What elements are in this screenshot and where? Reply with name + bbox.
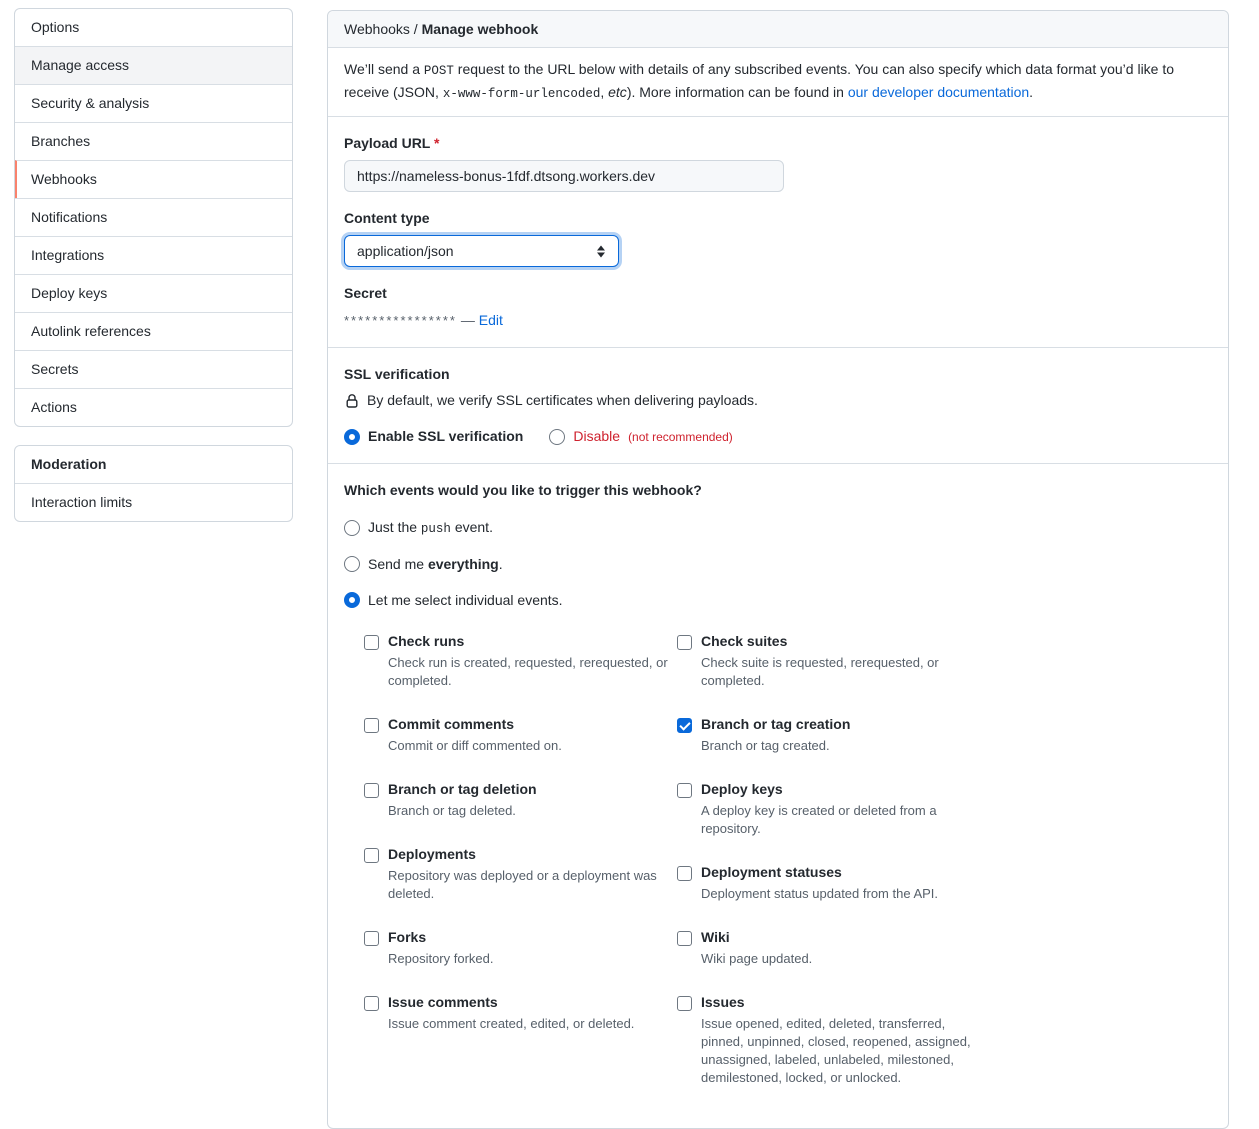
webhook-config-section — [328, 117, 1228, 348]
push-code: push — [420, 522, 451, 536]
event-check-suites — [677, 632, 1007, 690]
event-issues — [677, 993, 1007, 1087]
secret-edit-link[interactable]: Edit — [478, 312, 503, 328]
ssl-description-text: By default, we verify SSL certificates when delivering payloads. — [367, 392, 758, 408]
event-check-runs — [364, 632, 677, 690]
secret-value-row: **************** — Edit — [344, 312, 503, 328]
sidebar-item-deploy-keys[interactable]: Deploy keys — [15, 274, 292, 312]
event-deploy-keys — [677, 780, 1007, 838]
event-description: Check suite is requested, rerequested, or completed. — [701, 654, 939, 688]
option-just-push[interactable] — [344, 517, 1212, 539]
webhook-intro-text: We’ll send a POST request to the URL below with details of any subscribed events. You can also specify which data format you’d like to receive (JSON, x-www-form-urlencoded, etc). More information can be found in our developer documentation. — [328, 48, 1228, 117]
lock-icon — [344, 393, 360, 409]
event-title[interactable]: Branch or tag deletion — [388, 780, 537, 797]
sidebar-item-integrations[interactable]: Integrations — [15, 236, 292, 274]
sidebar-item-webhooks[interactable]: Webhooks — [15, 160, 292, 198]
forks-checkbox[interactable] — [364, 931, 379, 946]
sidebar-item-manage-access[interactable]: Manage access — [15, 46, 292, 84]
event-title[interactable]: Commit comments — [388, 715, 515, 732]
sidebar-item-options[interactable]: Options — [31, 19, 80, 35]
breadcrumb: Webhooks / Manage webhook — [328, 11, 1228, 48]
issues-checkbox[interactable] — [677, 996, 692, 1011]
event-description: A deploy key is created or deleted from a repository. — [701, 802, 937, 836]
event-title[interactable]: Deploy keys — [701, 780, 783, 797]
check-runs-checkbox[interactable] — [364, 635, 379, 650]
branch-tag-deletion-checkbox[interactable] — [364, 783, 379, 798]
event-title[interactable]: Check suites — [701, 632, 788, 649]
event-issue-comments — [364, 993, 677, 1033]
sidebar-item-interaction-limits[interactable]: Interaction limits — [15, 483, 292, 521]
secret-group — [344, 283, 1212, 331]
event-description: Commit or diff commented on. — [388, 737, 562, 753]
send-everything-label[interactable]: Send me everything. — [368, 555, 503, 572]
payload-url-input[interactable] — [344, 160, 784, 192]
moderation-section-title: Moderation — [31, 456, 107, 472]
wiki-checkbox[interactable] — [677, 931, 692, 946]
settings-nav-box — [14, 8, 293, 427]
event-deployment-statuses — [677, 863, 1007, 903]
disable-ssl-label[interactable]: Disable — [573, 428, 621, 444]
events-section — [328, 464, 1228, 1128]
option-send-everything[interactable] — [344, 554, 1212, 575]
event-deployments — [364, 845, 677, 903]
event-description: Deployment status updated from the API. — [701, 885, 939, 901]
disable-ssl-note: (not recommended) — [628, 429, 733, 444]
issue-comments-checkbox[interactable] — [364, 996, 379, 1011]
event-title[interactable]: Issue comments — [388, 993, 498, 1010]
event-branch-tag-creation — [677, 715, 1007, 755]
post-code: POST — [423, 64, 454, 78]
sidebar-item-secrets[interactable]: Secrets — [15, 350, 292, 388]
event-title[interactable]: Deployment statuses — [701, 863, 842, 880]
page-title: Manage webhook — [421, 21, 539, 37]
settings-sidebar — [14, 8, 293, 522]
deployment-statuses-checkbox[interactable] — [677, 866, 692, 881]
manage-webhook-panel — [327, 10, 1229, 1129]
event-description: Check run is created, requested, rerequested, or completed. — [388, 654, 668, 688]
enable-ssl-option[interactable] — [344, 426, 523, 447]
deploy-keys-checkbox[interactable] — [677, 783, 692, 798]
events-question: Which events would you like to trigger this webhook? — [344, 482, 702, 498]
event-title[interactable]: Check runs — [388, 632, 465, 649]
required-asterisk: * — [434, 135, 440, 151]
ssl-verification-section — [328, 348, 1228, 464]
event-description: Repository was deployed or a deployment was deleted. — [388, 867, 657, 901]
event-wiki — [677, 928, 1007, 968]
moderation-nav-box — [14, 445, 293, 522]
disable-ssl-radio[interactable] — [549, 429, 565, 445]
select-up-down-arrows-icon — [596, 245, 606, 258]
event-title[interactable]: Wiki — [701, 928, 730, 945]
event-title[interactable]: Issues — [701, 993, 745, 1010]
event-description: Issue comment created, edited, or deleted. — [388, 1015, 635, 1031]
secret-masked-value: **************** — [344, 313, 457, 328]
event-description: Issue opened, edited, deleted, transferred, pinned, unpinned, closed, reopened, assigned, unassigned, labeled, unlabeled, milestoned, demilestoned, locked, or unlocked. — [701, 1015, 971, 1085]
content-type-label: Content type — [344, 210, 430, 226]
event-description: Wiki page updated. — [701, 950, 813, 966]
urlencoded-code: x-www-form-urlencoded — [442, 87, 601, 101]
select-individual-radio[interactable] — [344, 592, 360, 608]
branch-tag-creation-checkbox[interactable] — [677, 718, 692, 733]
sidebar-item-actions[interactable]: Actions — [15, 388, 292, 426]
breadcrumb-webhooks-link[interactable]: Webhooks — [344, 21, 410, 37]
sidebar-item-security-analysis[interactable]: Security & analysis — [15, 84, 292, 122]
event-commit-comments — [364, 715, 677, 755]
check-suites-checkbox[interactable] — [677, 635, 692, 650]
send-everything-radio[interactable] — [344, 556, 360, 572]
payload-url-label: Payload URL * — [344, 135, 440, 151]
individual-events-grid — [364, 632, 1212, 1112]
event-branch-tag-deletion — [364, 780, 677, 820]
event-title[interactable]: Branch or tag creation — [701, 715, 851, 732]
sidebar-item-autolink-references[interactable]: Autolink references — [15, 312, 292, 350]
event-title[interactable]: Forks — [388, 928, 427, 945]
ssl-radio-group — [344, 426, 1212, 447]
content-type-selected-value: application/json — [357, 242, 454, 259]
etc-italic: etc — [608, 84, 627, 100]
developer-documentation-link[interactable]: our developer documentation — [847, 84, 1030, 100]
ssl-description-row — [344, 390, 1212, 411]
event-description: Branch or tag deleted. — [388, 802, 516, 818]
payload-url-group — [344, 133, 1212, 192]
enable-ssl-radio[interactable] — [344, 429, 360, 445]
content-type-group — [344, 208, 1212, 267]
ssl-section-title: SSL verification — [344, 366, 450, 382]
event-description: Repository forked. — [388, 950, 494, 966]
deployments-checkbox[interactable] — [364, 848, 379, 863]
event-description: Branch or tag created. — [701, 737, 830, 753]
events-left-column — [364, 632, 677, 1112]
just-push-label[interactable]: Just the push event. — [368, 519, 493, 536]
event-title[interactable]: Deployments — [388, 845, 476, 862]
commit-comments-checkbox[interactable] — [364, 718, 379, 733]
option-select-individual[interactable] — [344, 590, 1212, 611]
select-individual-label[interactable]: Let me select individual events. — [368, 591, 563, 608]
events-right-column — [677, 632, 1007, 1112]
just-push-radio[interactable] — [344, 520, 360, 536]
secret-label: Secret — [344, 285, 387, 301]
sidebar-item-notifications[interactable]: Notifications — [15, 198, 292, 236]
disable-ssl-option[interactable] — [549, 426, 732, 447]
sidebar-item-branches[interactable]: Branches — [15, 122, 292, 160]
content-type-select[interactable] — [344, 235, 619, 267]
enable-ssl-label[interactable]: Enable SSL verification — [368, 428, 524, 444]
event-forks — [364, 928, 677, 968]
